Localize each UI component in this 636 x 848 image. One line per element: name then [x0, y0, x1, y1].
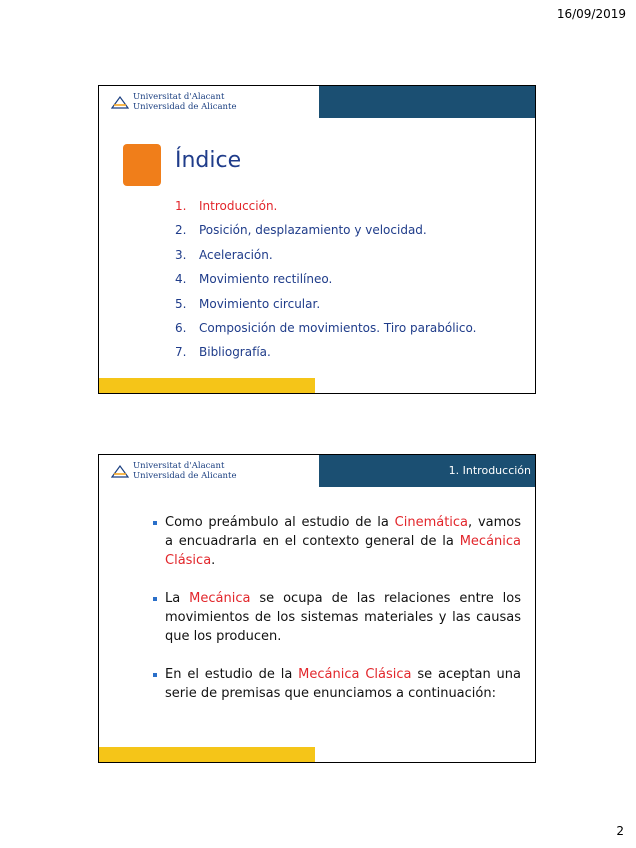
bullet-highlight: Mecánica Clásica	[165, 534, 521, 568]
bullet-square-icon	[153, 597, 157, 601]
index-item-label: Movimiento rectilíneo.	[199, 272, 333, 287]
bullet-text: .	[211, 553, 216, 568]
slide-introduction	[98, 454, 536, 763]
index-list	[175, 194, 476, 365]
index-item	[175, 218, 476, 242]
bullet-list	[153, 513, 521, 722]
footer-bar	[99, 378, 315, 393]
index-item-label: Aceleración.	[199, 247, 273, 262]
university-logo	[111, 92, 236, 116]
bullet-text: , vamos a encuadrarla en el contexto general de la	[165, 515, 521, 549]
section-header-title: 1. Introducción	[448, 464, 531, 477]
university-logo-icon	[111, 95, 129, 109]
index-item-number: 1.	[175, 199, 187, 213]
bullet-square-icon	[153, 673, 157, 677]
university-logo	[111, 461, 236, 485]
bullet-text: se aceptan una serie de premisas que enunciamos a continuación:	[165, 667, 521, 701]
logo-line-2: Universidad de Alicante	[133, 471, 237, 481]
bullet-text: La	[165, 591, 190, 606]
bullet-square-icon	[153, 521, 157, 525]
slide-index	[98, 85, 536, 394]
bullet-text: En el estudio de la	[165, 667, 299, 682]
header-bar	[319, 455, 535, 487]
index-item-label: Posición, desplazamiento y velocidad.	[199, 223, 427, 238]
bullet-text: se ocupa de las relaciones entre los movimientos de los sistemas materiales y las causas que los producen.	[165, 591, 522, 644]
page-number: 2	[616, 824, 624, 838]
print-date: 16/09/2019	[556, 7, 626, 21]
index-item	[175, 292, 476, 316]
title-accent-block	[123, 144, 161, 186]
index-item-label: Bibliografía.	[199, 345, 271, 360]
logo-line-2: Universidad de Alicante	[133, 102, 237, 112]
header-bar	[319, 86, 535, 118]
bullet-text: Como preámbulo al estudio de la	[165, 515, 395, 530]
index-item-label: Movimiento circular.	[199, 296, 321, 311]
index-item-number: 3.	[175, 247, 187, 262]
index-item	[175, 340, 476, 364]
index-item	[175, 243, 476, 267]
index-item	[175, 316, 476, 340]
bullet-highlight: Mecánica	[189, 591, 251, 606]
slide-title: Índice	[175, 148, 242, 173]
index-item-number: 5.	[175, 296, 187, 311]
index-item-label: Introducción.	[199, 199, 278, 213]
index-item-label: Composición de movimientos. Tiro parabólico.	[199, 321, 477, 336]
index-item-number: 6.	[175, 321, 187, 336]
logo-line-1: Universitat d'Alacant	[133, 461, 225, 471]
logo-line-1: Universitat d'Alacant	[133, 92, 225, 102]
bullet-highlight: Cinemática	[394, 515, 469, 530]
index-item-number: 4.	[175, 272, 187, 287]
bullet-item	[153, 589, 521, 646]
bullet-highlight: Mecánica Clásica	[298, 667, 412, 682]
index-item	[175, 194, 476, 218]
bullet-item	[153, 665, 521, 703]
index-item-number: 7.	[175, 345, 187, 360]
index-item-number: 2.	[175, 223, 187, 238]
bullet-item	[153, 513, 521, 570]
university-logo-icon	[111, 464, 129, 478]
footer-bar	[99, 747, 315, 762]
index-item	[175, 267, 476, 291]
